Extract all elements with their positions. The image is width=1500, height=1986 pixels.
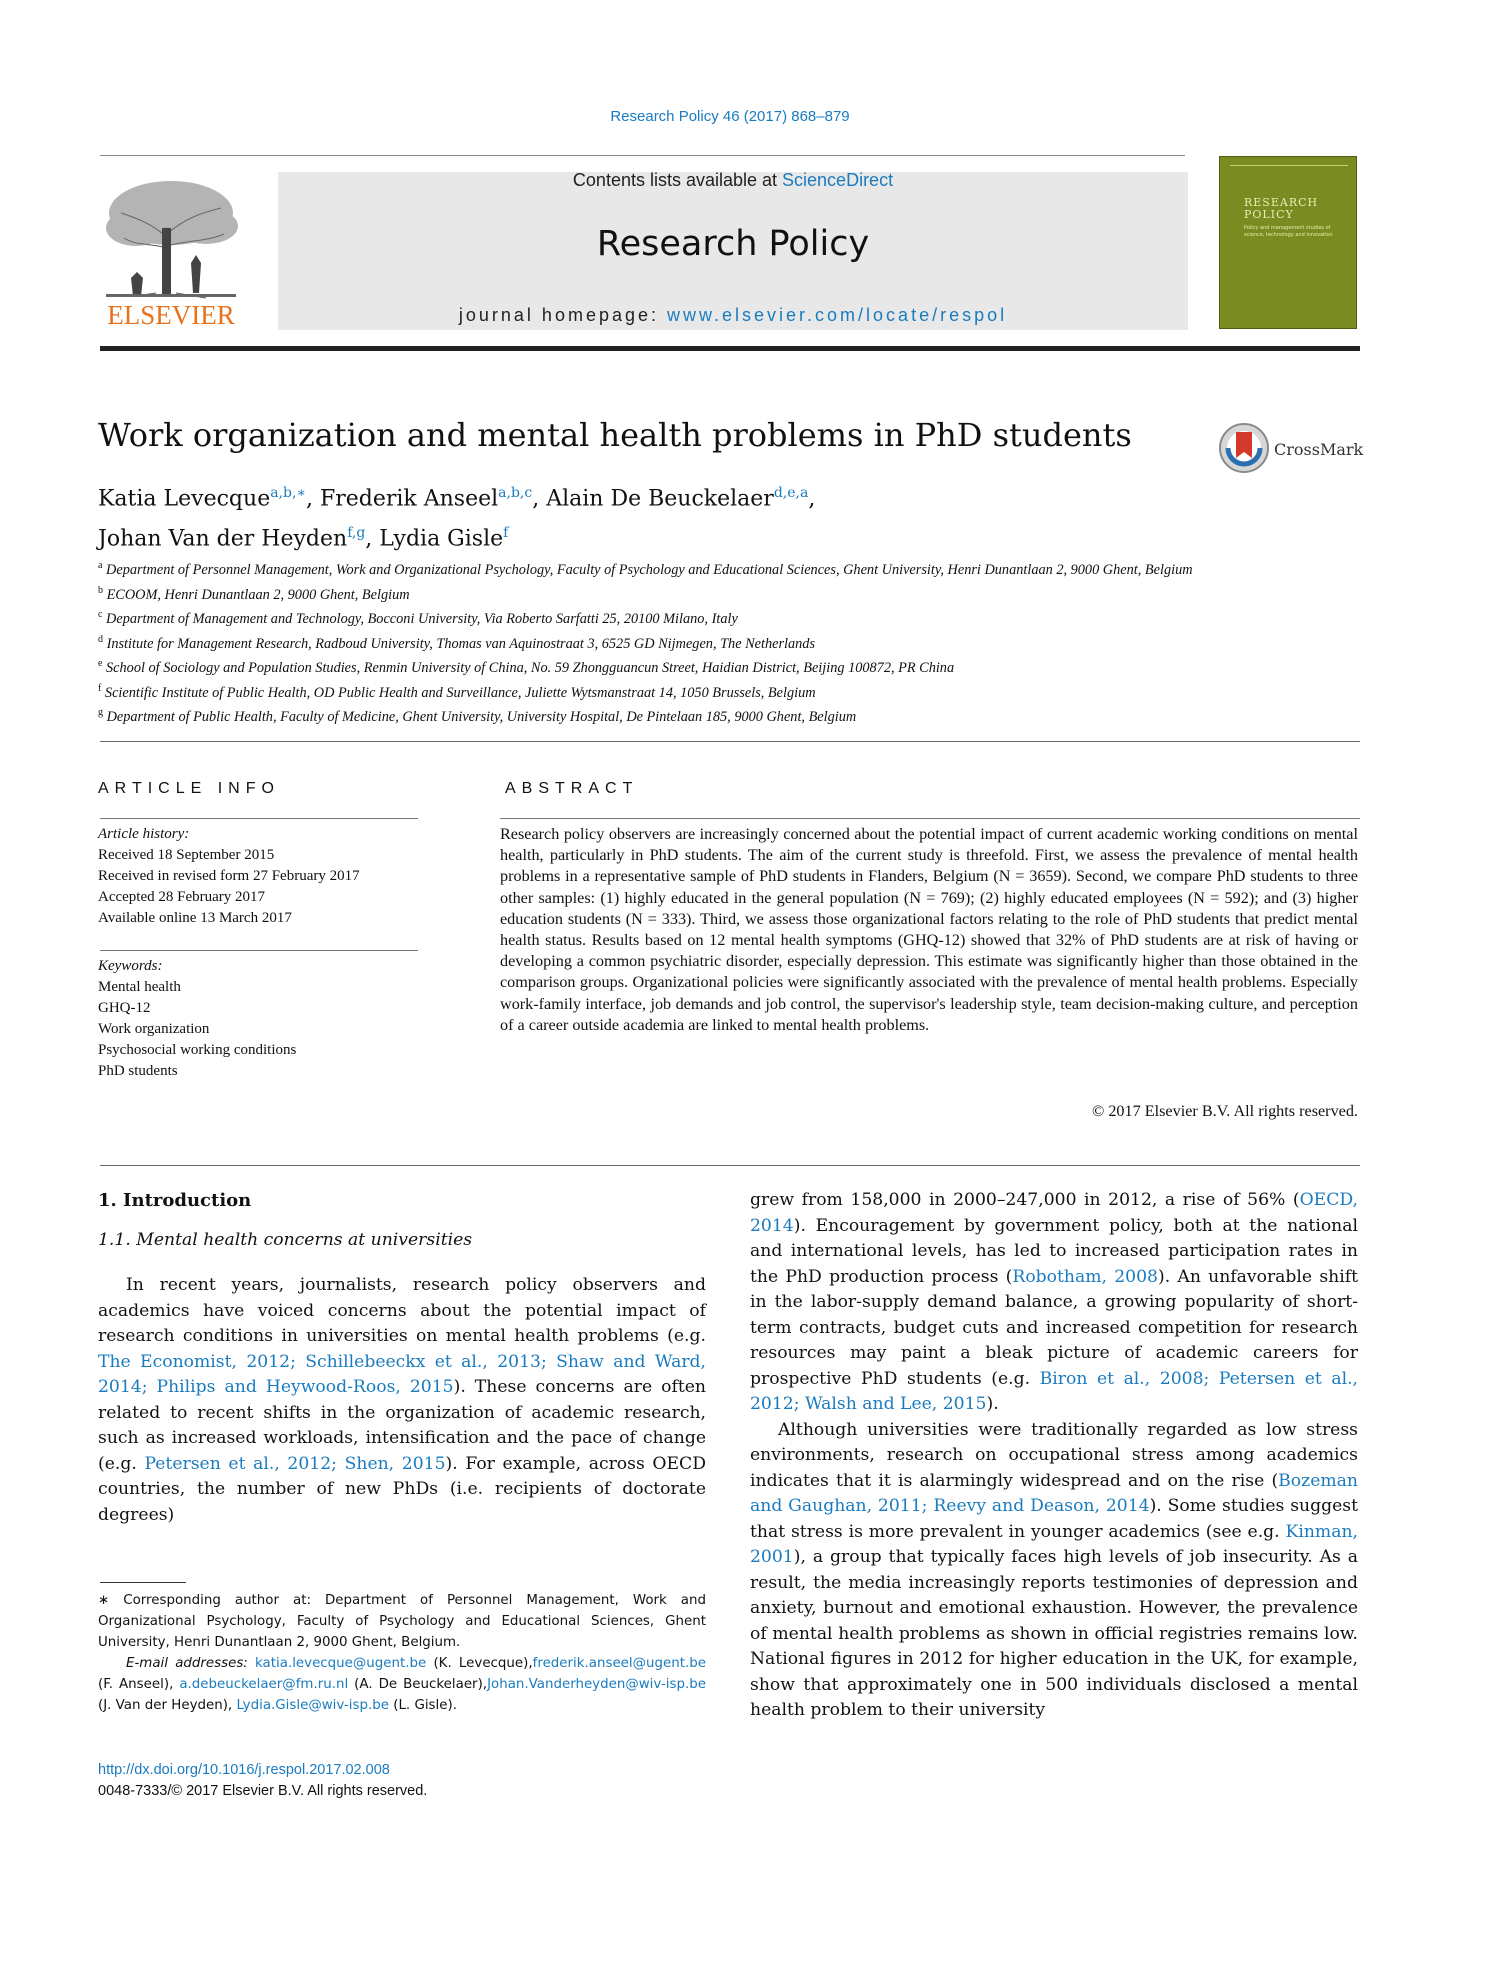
citation-link[interactable]: Petersen et al., 2012; Shen, 2015: [144, 1453, 446, 1474]
keywords-rule: [100, 950, 418, 951]
issn-line: 0048-7333/© 2017 Elsevier B.V. All rights reserved.: [98, 1783, 428, 1799]
affiliation-key: d: [98, 633, 103, 645]
body-rule: [100, 1165, 1360, 1166]
affiliation: [98, 581, 1198, 606]
author-affiliation-marks[interactable]: f,g: [347, 525, 366, 542]
paragraph: [750, 1188, 1358, 1418]
affiliation-key: g: [98, 707, 103, 719]
history-label: Article history:: [98, 826, 190, 842]
subsection-heading: 1.1. Mental health concerns at universities: [98, 1229, 473, 1250]
affiliation-key: b: [98, 584, 103, 596]
citation-link[interactable]: OECD, 2014: [750, 1190, 1358, 1236]
section-rule: [100, 741, 1360, 742]
abstract-text: Research policy observers are increasingly concerned about the potential impact of current academic working conditions on mental health, particularly in PhD students. The aim of the current study is threefold. First, we assess the prevalence of mental health problems in a representative sample of PhD students in Flanders, Belgium (N = 3659). Second, we compare PhD students to three other samples: (1) highly educated in the general population (N = 769); (2) highly educated employees (N = 592); and (3) higher education students (N = 333). Third, we assess those organizational factors relating to the role of PhD students that predict mental health status. Results based on 12 mental health symptoms (GHQ-12) showed that 32% of PhD students are at risk of having or developing a common psychiatric disorder, especially depression. This estimate was significantly higher than those obtained in the comparison groups. Organizational policies were significantly associated with the prevalence of mental health problems. Especially work-family interface, job demands and job control, the supervisor's leadership style, team decision-making culture, and perception of a career outside academia are linked to mental health problems.: [500, 825, 1358, 1034]
author-separator: ,: [532, 486, 547, 512]
abstract-rule: [500, 818, 1360, 819]
affiliation-key: a: [98, 560, 103, 571]
citation-link[interactable]: Biron et al., 2008; Petersen et al., 2012; Walsh and Lee, 2015: [750, 1368, 1358, 1414]
author-separator: ,: [365, 526, 380, 552]
affiliation: [98, 556, 1198, 581]
affiliation-text: Institute for Management Research, Radboud University, Thomas van Aquinostraat 3, 6525 GD Nijmegen, The Netherlands: [103, 635, 816, 652]
paragraph-text: ). For example, across OECD countries, the number of new PhDs (i.e. recipients of doctorate degrees): [98, 1453, 706, 1525]
paragraph-text: ). Encouragement by government policy, both at the national and international levels, has led to increased participation rates in the PhD production process (: [750, 1215, 1358, 1287]
keywords-label: Keywords:: [98, 958, 163, 974]
section-heading: 1. Introduction: [98, 1190, 252, 1211]
affiliation-text: School of Sociology and Population Studies, Renmin University of China, No. 59 Zhongguancun Street, Haidian District, Beijing 100872, PR China: [102, 660, 955, 677]
affiliation: [98, 654, 1198, 679]
history-list: [98, 845, 428, 929]
affiliation: [98, 605, 1198, 630]
affiliation-text: Department of Personnel Management, Work and Organizational Psychology, Faculty of Psychology and Educational Sciences, Ghent University, Henri Dunantlaan 2, 9000 Ghent, Belgium: [102, 561, 1193, 578]
email-addresses: [98, 1653, 706, 1716]
sciencedirect-link[interactable]: ScienceDirect: [782, 170, 894, 190]
email-owner: (J. Van der Heyden),: [98, 1698, 237, 1713]
author-line-2: [98, 516, 1198, 556]
corresponding-note: ∗ Corresponding author at: Department of Personnel Management, Work and Organizational Psychology, Faculty of Psychology and Educational Sciences, Ghent University, Henri Dunantlaan 2, 9000 Ghent, Belgium.: [98, 1593, 706, 1650]
abstract-copyright: © 2017 Elsevier B.V. All rights reserved.: [1091, 1102, 1358, 1120]
paragraph-text: ), a group that typically faces high levels of job insecurity. As a result, the media increasingly reports testimonies of depression and anxiety, burnout and emotional exhaustion. However, the prevalence of mental health problems as shown in official registries remains low. National figures in 2012 for higher education in the UK, for example, show that approximately one in 500 individuals disclosed a mental health problem to their university: [750, 1547, 1358, 1720]
affiliation-list: [98, 556, 1198, 728]
corresponding-author-footnote: [98, 1590, 706, 1716]
article-title: Work organization and mental health problems in PhD students: [98, 416, 1132, 454]
doi-block: [98, 1760, 427, 1802]
homepage-link[interactable]: www.elsevier.com/locate/respol: [667, 305, 1008, 325]
affiliation: [98, 703, 1198, 728]
affiliation-key: f: [98, 682, 102, 694]
citation-link[interactable]: Bozeman and Gaughan, 2011; Reevy and Deason, 2014: [750, 1470, 1358, 1516]
affiliation: [98, 679, 1198, 704]
article-info-heading: ARTICLE INFO: [98, 780, 280, 797]
journal-citation[interactable]: Research Policy 46 (2017) 868–879: [610, 108, 850, 125]
email-owner: (A. De Beuckelaer),: [348, 1677, 488, 1692]
article-info-rule: [100, 818, 418, 819]
contents-line: [278, 170, 1188, 191]
affiliation: [98, 630, 1198, 655]
affiliation-text: Department of Management and Technology, Bocconi University, Via Roberto Sarfatti 25, 20100 Milano, Italy: [102, 610, 738, 627]
paragraph-text: grew from 158,000 in 2000–247,000 in 2012, a rise of 56% (: [750, 1190, 1300, 1210]
homepage-prefix: journal homepage:: [458, 305, 667, 325]
author-name: Katia Levecque: [98, 486, 271, 512]
paragraph-text: ). An unfavorable shift in the labor-supply demand balance, a growing popularity of short-term contracts, budget cuts and increased competition for research resources may paint a bleak picture of academic careers for prospective PhD students (e.g.: [750, 1266, 1359, 1389]
paragraph-text: ). These concerns are often related to recent shifts in the organization of academic research, such as increased workloads, intensification and the pace of change (e.g.: [98, 1377, 706, 1474]
history-entry: Received in revised form 27 February 2017: [98, 868, 360, 884]
crossmark-icon: [1218, 422, 1270, 474]
paragraph: [750, 1418, 1358, 1724]
keywords-list: [98, 977, 428, 1082]
publisher-wordmark: ELSEVIER: [107, 300, 235, 330]
email-owner: (K. Levecque),: [426, 1656, 533, 1671]
email-link[interactable]: Johan.Vanderheyden@wiv-isp.be: [487, 1677, 706, 1692]
cover-title: RESEARCH POLICY: [1244, 196, 1319, 221]
affiliation-text: Scientific Institute of Public Health, OD Public Health and Surveillance, Juliette Wytsmanstraat 14, 1050 Brussels, Belgium: [101, 684, 816, 701]
header-thick-rule: [100, 346, 1360, 351]
author-name: Alain De Beuckelaer: [546, 486, 774, 512]
author-separator: ,: [305, 486, 320, 512]
abstract-heading: ABSTRACT: [505, 780, 639, 797]
paragraph: [98, 1273, 706, 1528]
paragraph-text: Although universities were traditionally regarded as low stress environments, research on occupational stress among academics indicates that it is alarmingly widespread and on the rise (: [750, 1419, 1358, 1491]
article-history: [98, 824, 428, 929]
citation-link[interactable]: Robotham, 2008: [1012, 1266, 1158, 1287]
crossmark-label: CrossMark: [1274, 440, 1364, 459]
cover-subtitle: Policy and management studies of science, technology and innovation: [1244, 225, 1333, 238]
history-entry: Accepted 28 February 2017: [98, 889, 266, 905]
paragraph-text: In recent years, journalists, research policy observers and academics have voiced concerns about the potential impact of research conditions in universities on mental health problems (e.g.: [98, 1275, 706, 1346]
author-line-1: [98, 476, 1198, 516]
email-link[interactable]: Lydia.Gisle@wiv-isp.be: [236, 1698, 389, 1713]
affiliation-key: c: [98, 609, 103, 621]
journal-title: Research Policy: [596, 224, 870, 264]
email-label: E-mail addresses:: [126, 1656, 256, 1671]
body-column-left: [98, 1188, 706, 1528]
email-link[interactable]: a.debeuckelaer@fm.ru.nl: [179, 1677, 349, 1692]
email-owner: (L. Gisle).: [388, 1698, 457, 1713]
journal-homepage-line: [278, 305, 1188, 326]
affiliation-key: e: [98, 658, 103, 670]
author-list: [98, 476, 1198, 557]
author-affiliation-marks[interactable]: a,b,∗: [270, 485, 306, 501]
citation-link[interactable]: Kinman, 2001: [750, 1521, 1358, 1567]
doi-link[interactable]: http://dx.doi.org/10.1016/j.respol.2017.02.008: [98, 1762, 390, 1778]
email-link[interactable]: katia.levecque@ugent.be: [255, 1656, 427, 1671]
contents-prefix: Contents lists available at: [572, 170, 783, 190]
email-owner: (F. Anseel),: [98, 1677, 180, 1692]
paragraph-text: ). Some studies suggest that stress is more prevalent in younger academics (see e.g.: [750, 1496, 1358, 1542]
author-name: Johan Van der Heyden: [98, 526, 348, 552]
keyword: GHQ-12: [98, 1000, 151, 1016]
body-column-right: [750, 1188, 1358, 1724]
history-entry: Available online 13 March 2017: [98, 910, 292, 926]
email-link[interactable]: frederik.anseel@ugent.be: [532, 1656, 706, 1671]
journal-cover-thumbnail[interactable]: [1219, 156, 1357, 329]
author-affiliation-marks[interactable]: d,e,a: [773, 485, 809, 501]
author-affiliation-marks[interactable]: a,b,c: [498, 485, 533, 501]
citation-link[interactable]: The Economist, 2012; Schillebeeckx et al., 2013; Shaw and Ward, 2014; Philips and Heywood-Roos, 2015: [98, 1351, 706, 1397]
author-affiliation-marks[interactable]: f: [503, 525, 509, 542]
keyword: PhD students: [98, 1063, 178, 1079]
affiliation-text: ECOOM, Henri Dunantlaan 2, 9000 Ghent, Belgium: [103, 586, 410, 603]
cover-header-rule: [1230, 165, 1348, 170]
history-entry: Received 18 September 2015: [98, 847, 275, 863]
keywords-block: [98, 956, 428, 1082]
paragraph-text: ).: [986, 1394, 999, 1414]
keyword: Work organization: [98, 1021, 210, 1037]
author-name: Frederik Anseel: [319, 486, 499, 512]
affiliation-text: Department of Public Health, Faculty of Medicine, Ghent University, University Hospital, De Pintelaan 185, 9000 Ghent, Belgium: [103, 709, 857, 726]
crossmark-badge[interactable]: [1218, 422, 1368, 478]
author-separator: ,: [808, 486, 816, 512]
keyword: Psychosocial working conditions: [98, 1042, 297, 1058]
keyword: Mental health: [98, 979, 181, 995]
header-top-rule: [100, 155, 1185, 156]
footnote-rule: [100, 1582, 186, 1583]
author-name: Lydia Gisle: [379, 526, 504, 552]
